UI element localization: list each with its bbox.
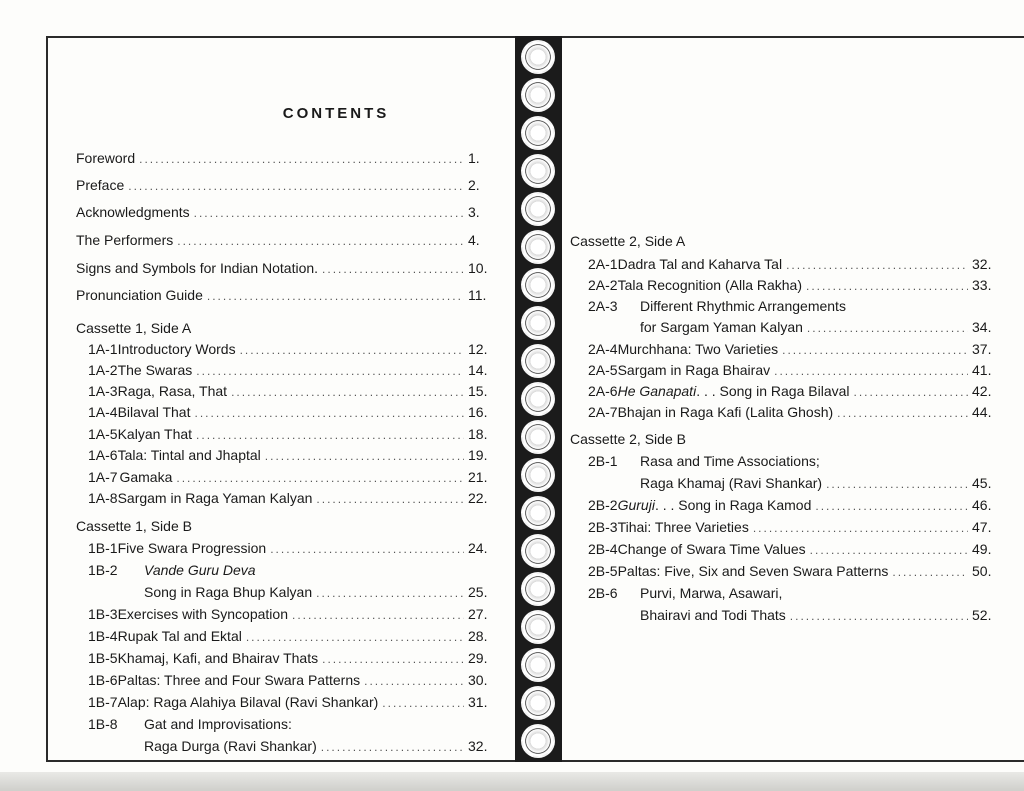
toc-entry: Foreword ..... 1. <box>76 150 496 166</box>
toc-entry: 1A-2 The Swaras ..... 14. <box>88 362 496 378</box>
flower-ornament-icon <box>521 724 555 758</box>
toc-entry: 1A-7 Gamaka ..... 21. <box>88 469 496 485</box>
flower-ornament-icon <box>521 78 555 112</box>
section-heading: Cassette 2, Side A <box>570 233 686 249</box>
toc-entry: Acknowledgments ..... 3. <box>76 204 496 220</box>
toc-entry: 1B-2 Vande Guru Deva <box>88 562 256 578</box>
toc-entry: 1B-6 Paltas: Three and Four Swara Patterns ..... 30. <box>88 672 496 688</box>
toc-entry: 2B-1 Rasa and Time Associations; <box>588 453 820 469</box>
toc-entry: 2B-5 Paltas: Five, Six and Seven Swara Patterns ..... 50. <box>588 563 1000 579</box>
toc-entry: 2A-4 Murchhana: Two Varieties ..... 37. <box>588 341 1000 357</box>
toc-entry: 2A-6 He Ganapati . . . Song in Raga Bilaval ..... 42. <box>588 383 1000 399</box>
toc-entry-continuation: Raga Khamaj (Ravi Shankar) ..... 45. <box>640 475 1000 491</box>
toc-entry: 2A-7 Bhajan in Raga Kafi (Lalita Ghosh) ..... 44. <box>588 404 1000 420</box>
flower-ornament-icon <box>521 154 555 188</box>
toc-entry: 2A-3 Different Rhythmic Arrangements <box>588 298 846 314</box>
flower-ornament-icon <box>521 496 555 530</box>
flower-ornament-icon <box>521 420 555 454</box>
toc-entry: 1A-8 Sargam in Raga Yaman Kalyan ..... 22. <box>88 490 496 506</box>
flower-ornament-icon <box>521 306 555 340</box>
toc-entry: 1A-1 Introductory Words ..... 12. <box>88 341 496 357</box>
toc-entry-continuation: Song in Raga Bhup Kalyan ..... 25. <box>144 584 496 600</box>
toc-entry: Signs and Symbols for Indian Notation. ..... 10. <box>76 260 496 276</box>
toc-entry: 1A-5 Kalyan That ..... 18. <box>88 426 496 442</box>
scan-shadow <box>0 772 1024 791</box>
section-heading: Cassette 1, Side B <box>76 518 192 534</box>
toc-entry-continuation: Raga Durga (Ravi Shankar) ..... 32. <box>144 738 496 754</box>
toc-entry: 2A-5 Sargam in Raga Bhairav ..... 41. <box>588 362 1000 378</box>
flower-ornament-icon <box>521 534 555 568</box>
toc-entry-continuation: for Sargam Yaman Kalyan ..... 34. <box>640 319 1000 335</box>
flower-ornament-icon <box>521 192 555 226</box>
toc-entry: Pronunciation Guide ..... 11. <box>76 287 496 303</box>
toc-entry: 1B-5 Khamaj, Kafi, and Bhairav Thats ..... 29. <box>88 650 496 666</box>
flower-ornament-icon <box>521 648 555 682</box>
toc-entry: 1B-8 Gat and Improvisations: <box>88 716 292 732</box>
toc-entry: 1A-3 Raga, Rasa, That ..... 15. <box>88 383 496 399</box>
section-heading: Cassette 1, Side A <box>76 320 192 336</box>
flower-ornament-icon <box>521 610 555 644</box>
toc-entry: 2B-4 Change of Swara Time Values ..... 49. <box>588 541 1000 557</box>
toc-entry: 2B-6 Purvi, Marwa, Asawari, <box>588 585 783 601</box>
flower-ornament-icon <box>521 230 555 264</box>
toc-entry: 1B-3 Exercises with Syncopation ..... 27. <box>88 606 496 622</box>
flower-ornament-icon <box>521 116 555 150</box>
toc-entry: The Performers ..... 4. <box>76 232 496 248</box>
toc-entry: 1B-1 Five Swara Progression ..... 24. <box>88 540 496 556</box>
toc-entry: 2B-3 Tihai: Three Varieties ..... 47. <box>588 519 1000 535</box>
toc-entry: 2A-2 Tala Recognition (Alla Rakha) ..... 33. <box>588 277 1000 293</box>
toc-entry: 2B-2 Guruji . . . Song in Raga Kamod ..... 46. <box>588 497 1000 513</box>
page-title: CONTENTS <box>282 105 390 122</box>
toc-entry: 1B-4 Rupak Tal and Ektal ..... 28. <box>88 628 496 644</box>
toc-entry: 2A-1 Dadra Tal and Kaharva Tal ..... 32. <box>588 256 1000 272</box>
decorative-border <box>515 36 562 762</box>
flower-ornament-icon <box>521 572 555 606</box>
toc-entry: 1A-4 Bilaval That ..... 16. <box>88 404 496 420</box>
toc-entry-continuation: Bhairavi and Todi Thats ..... 52. <box>640 607 1000 623</box>
flower-ornament-icon <box>521 344 555 378</box>
toc-entry: 1A-6 Tala: Tintal and Jhaptal ..... 19. <box>88 447 496 463</box>
toc-entry: Preface ..... 2. <box>76 177 496 193</box>
flower-ornament-icon <box>521 686 555 720</box>
flower-ornament-icon <box>521 268 555 302</box>
flower-ornament-icon <box>521 40 555 74</box>
flower-ornament-icon <box>521 458 555 492</box>
section-heading: Cassette 2, Side B <box>570 431 686 447</box>
toc-entry: 1B-7 Alap: Raga Alahiya Bilaval (Ravi Shankar) ..... 31. <box>88 694 496 710</box>
flower-ornament-icon <box>521 382 555 416</box>
